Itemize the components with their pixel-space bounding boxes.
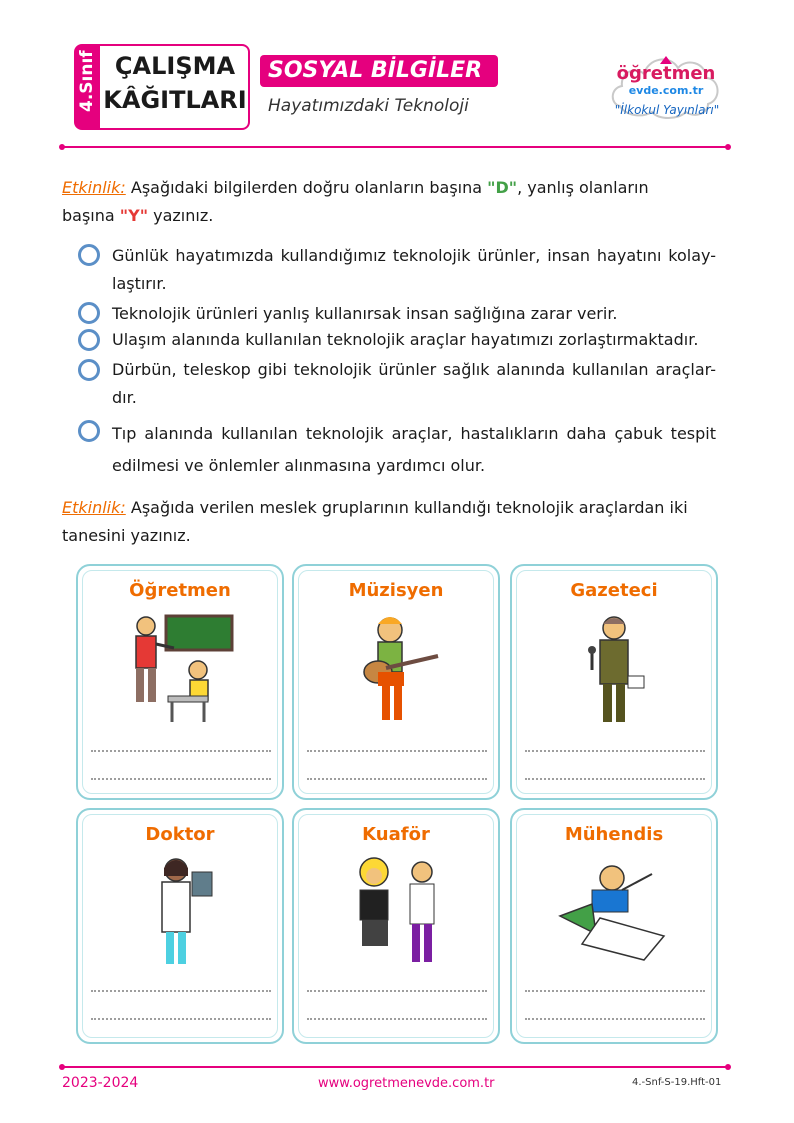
answer-line[interactable] [307, 990, 487, 992]
card-title: Gazeteci [570, 580, 658, 601]
divider-dot [59, 144, 65, 150]
answer-circle[interactable] [78, 302, 100, 324]
teacher-illustration-icon [122, 610, 242, 730]
subject-banner: SOSYAL BİLGİLER [260, 55, 498, 87]
logo-wordmark: öğretmen [616, 63, 716, 84]
answer-line[interactable] [307, 778, 487, 780]
musician-illustration-icon [338, 610, 458, 730]
answer-line[interactable] [91, 750, 271, 752]
answer-line[interactable] [91, 990, 271, 992]
answer-circle[interactable] [78, 244, 100, 266]
statement-item: Tıp alanında kullanılan teknolojik araçlar, hastalıkların daha çabuk tespit edilmesi ve önlemler alınmasına yardımcı olur. [112, 424, 716, 475]
answer-circle[interactable] [78, 329, 100, 351]
card-title: Mühendis [564, 824, 664, 845]
answer-circle[interactable] [78, 359, 100, 381]
statement-item: Günlük hayatımızda kullandığımız teknolojik ürünler, insan hayatını kolay-laştırır. [112, 246, 716, 293]
instruction-text: Aşağıda verilen meslek gruplarının kullandığı teknolojik araçlardan iki tanesini yazınız. [62, 498, 688, 545]
doctor-illustration-icon [122, 854, 242, 974]
title-line-1: ÇALIŞMA [114, 52, 236, 80]
answer-line[interactable] [525, 1018, 705, 1020]
journalist-illustration-icon [556, 610, 676, 730]
card-title: Doktor [145, 824, 215, 845]
profession-card-journalist [510, 564, 718, 800]
answer-circle[interactable] [78, 420, 100, 442]
instruction-text: yazınız. [148, 206, 214, 225]
footer-divider [62, 1066, 728, 1068]
answer-line[interactable] [525, 750, 705, 752]
statement-item: Teknolojik ürünleri yanlış kullanırsak insan sağlığına zarar verir. [112, 304, 618, 323]
d-mark: "D" [487, 178, 518, 197]
footer-year: 2023-2024 [62, 1075, 139, 1091]
hairdresser-illustration-icon [338, 854, 458, 974]
activity1-label: Etkinlik: [62, 178, 126, 197]
header-divider [62, 146, 728, 148]
title-line-2: KÂĞITLARI [103, 86, 247, 114]
topic-title: Hayatımızdaki Teknoloji [268, 96, 469, 116]
instruction-text: başına [62, 206, 120, 225]
divider-dot [725, 144, 731, 150]
answer-line[interactable] [307, 750, 487, 752]
activity2-instruction [62, 494, 712, 550]
profession-card-hairdresser [292, 808, 500, 1044]
statement-item: Ulaşım alanında kullanılan teknolojik araçlar hayatımızı zorlaştırmaktadır. [112, 330, 699, 349]
card-title: Kuaför [362, 824, 430, 845]
card-title: Öğretmen [129, 580, 231, 601]
logo-domain: evde.com.tr [628, 84, 704, 97]
engineer-illustration-icon [552, 854, 672, 974]
footer-website-link[interactable]: www.ogretmenevde.com.tr [318, 1076, 495, 1091]
logo-tagline: "İlkokul Yayınları" [614, 103, 720, 117]
profession-card-musician [292, 564, 500, 800]
activity2-label: Etkinlik: [62, 498, 126, 517]
divider-dot [59, 1064, 65, 1070]
divider-dot [725, 1064, 731, 1070]
answer-line[interactable] [91, 778, 271, 780]
answer-line[interactable] [525, 990, 705, 992]
answer-line[interactable] [91, 1018, 271, 1020]
grade-label: 4.Sınıf [77, 50, 97, 112]
statement-item: Dürbün, teleskop gibi teknolojik ürünler sağlık alanında kullanılan araçlar-dır. [112, 360, 716, 407]
footer-code: 4.-Snf-S-19.Hft-01 [632, 1077, 722, 1088]
profession-card-doctor [76, 808, 284, 1044]
card-title: Müzisyen [348, 580, 444, 601]
answer-line[interactable] [307, 1018, 487, 1020]
y-mark: "Y" [119, 206, 149, 225]
instruction-text: Aşağıdaki bilgilerden doğru olanların başına [125, 178, 488, 197]
answer-line[interactable] [525, 778, 705, 780]
profession-card-engineer [510, 808, 718, 1044]
activity1-instruction [62, 174, 722, 230]
profession-card-teacher [76, 564, 284, 800]
instruction-text: , yanlış olanların [517, 178, 649, 197]
